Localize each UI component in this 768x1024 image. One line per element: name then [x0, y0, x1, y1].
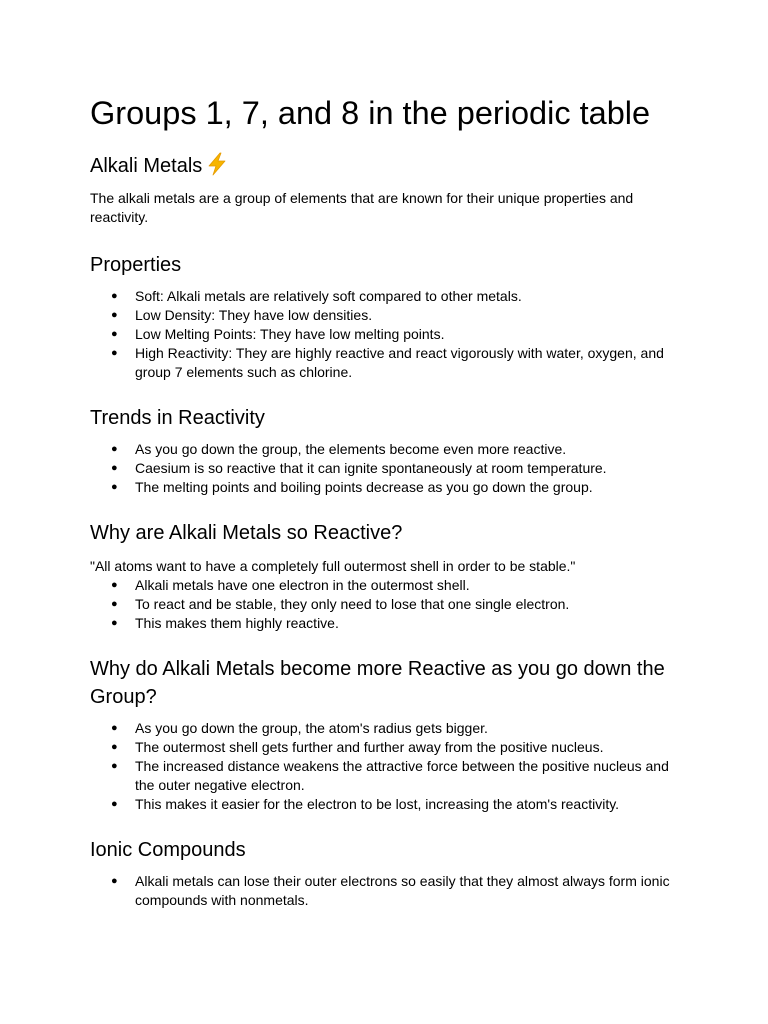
properties-heading: Properties [90, 254, 182, 276]
document-page [90, 93, 680, 910]
list-item: ● To react and be stable, they only need to lose that one single electron. [90, 595, 680, 614]
lightning-bolt-icon [206, 152, 228, 176]
list-item: ● Low Melting Points: They have low melting points. [90, 325, 680, 344]
list-item: ● Low Density: They have low densities. [90, 306, 680, 325]
ionic-compounds-heading: Ionic Compounds [90, 839, 246, 861]
properties-list [90, 287, 680, 382]
list-item: ● As you go down the group, the elements become even more reactive. [90, 440, 680, 459]
list-item: ● The increased distance weakens the attractive force between the positive nucleus and the outer negative electron. [90, 757, 680, 795]
alkali-metals-heading [90, 152, 680, 180]
why-reactive-heading: Why are Alkali Metals so Reactive? [90, 522, 403, 544]
trends-list [90, 440, 680, 497]
list-item: ● Soft: Alkali metals are relatively soft compared to other metals. [90, 287, 680, 306]
list-item: ● The outermost shell gets further and further away from the positive nucleus. [90, 738, 680, 757]
list-item: ● This makes it easier for the electron to be lost, increasing the atom's reactivity. [90, 795, 680, 814]
list-item: ● Alkali metals have one electron in the outermost shell. [90, 576, 680, 595]
list-item: ● Caesium is so reactive that it can ignite spontaneously at room temperature. [90, 459, 680, 478]
why-reactive-quote: "All atoms want to have a completely full outermost shell in order to be stable." [90, 558, 576, 574]
alkali-metals-heading-text: Alkali Metals [90, 155, 203, 177]
ionic-compounds-list [90, 872, 680, 910]
list-item: ● The melting points and boiling points decrease as you go down the group. [90, 478, 680, 497]
trends-heading: Trends in Reactivity [90, 407, 265, 429]
why-reactive-list [90, 576, 680, 633]
document-title: Groups 1, 7, and 8 in the periodic table [90, 95, 651, 131]
why-more-reactive-list [90, 719, 680, 814]
why-more-reactive-heading: Why do Alkali Metals become more Reactive as you go down the Group? [90, 658, 665, 708]
list-item: ● This makes them highly reactive. [90, 614, 680, 633]
list-item: ● As you go down the group, the atom's radius gets bigger. [90, 719, 680, 738]
alkali-metals-intro: The alkali metals are a group of elements that are known for their unique properties and reactivity. [90, 190, 634, 225]
list-item: ● Alkali metals can lose their outer electrons so easily that they almost always form ionic compounds with nonmetals. [90, 872, 680, 910]
list-item: ● High Reactivity: They are highly reactive and react vigorously with water, oxygen, and group 7 elements such as chlorine. [90, 344, 680, 382]
